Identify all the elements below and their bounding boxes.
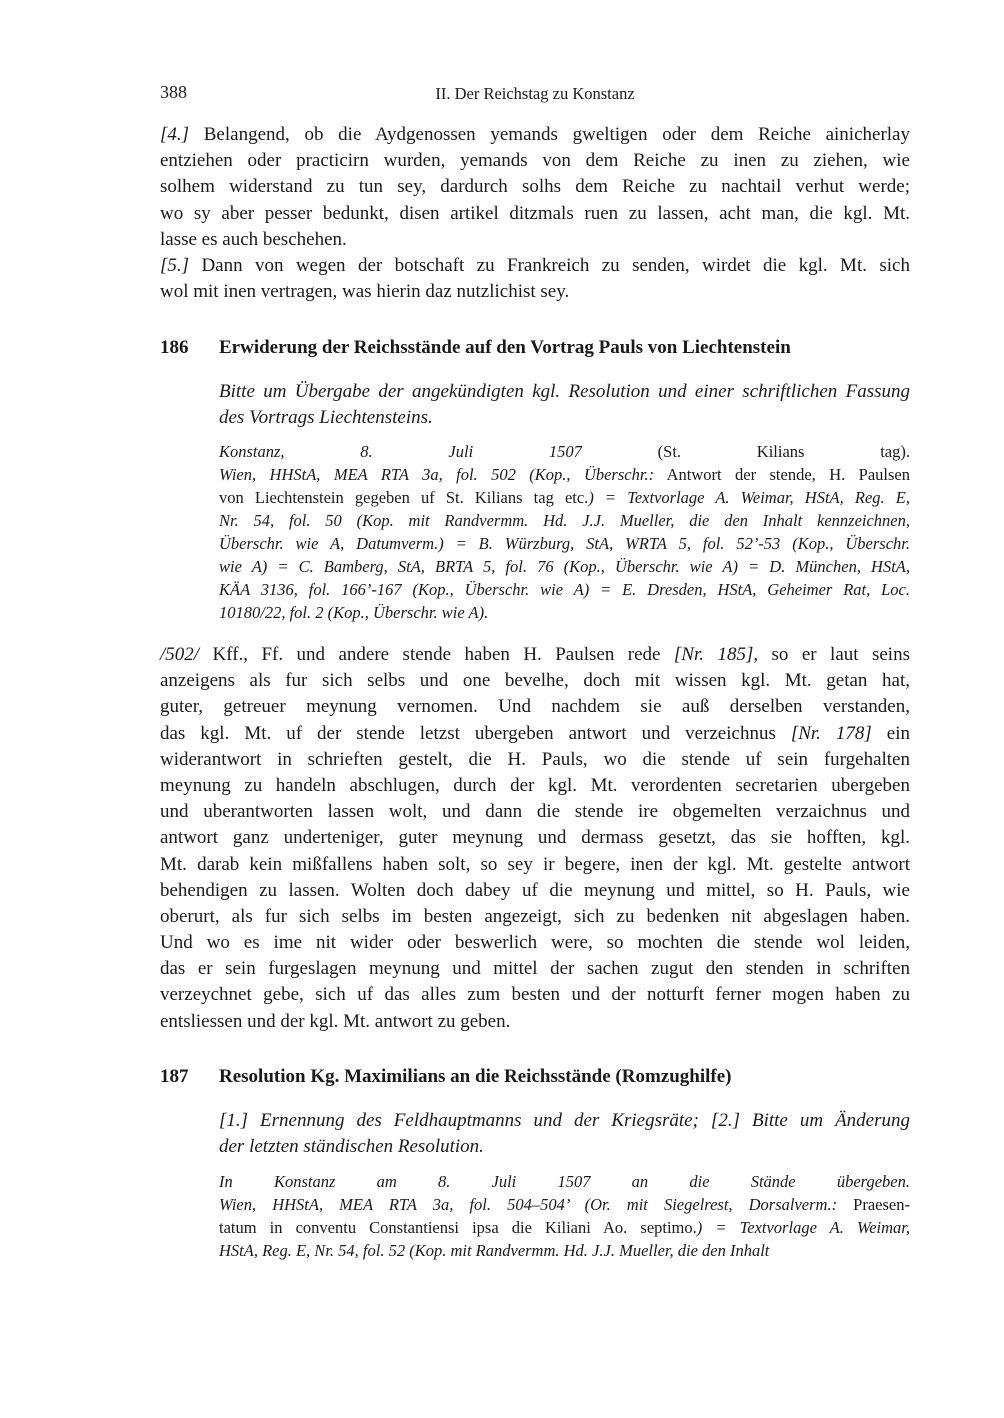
italic-text: Wien, HHStA, MEA RTA 3a, fol. 502 (Kop., Überschr.: [219,465,655,484]
text-line [160,930,910,956]
text-line [219,578,910,601]
text: Praesen- [837,1195,910,1214]
text-line [219,405,910,431]
text: entsliessen und der kgl. Mt. antwort zu geben. [160,1010,511,1032]
text-line [160,1009,910,1035]
document-title: Erwiderung der Reichsstände auf den Vortrag Pauls von Liechtenstein [219,337,791,358]
text-line [160,982,910,1008]
text: antwort ganz underteniger, guter meynung und dermass gesetzt, das sie hofften, kgl. [160,827,910,849]
text: meynung zu handeln abschlugen, durch der kgl. Mt. verordenten secretarien ubergeben [160,774,910,796]
text: behendigen zu lassen. Wolten doch dabey uf die meynung und mittel, so H. Pauls, wie [160,879,910,901]
italic-text: wie A) = C. Bamberg, StA, BRTA 5, fol. 76 (Kop., Überschr. wie A) = D. München, HStA, [219,557,910,576]
paragraph-5 [160,253,910,305]
text: ein [871,722,911,744]
italic-text: Überschr. wie A, Datumverm.) = B. Würzburg, StA, WRTA 5, fol. 52’-53 (Kop., Überschr. [219,534,910,553]
italic-text: KÄA 3136, fol. 166’-167 (Kop., Überschr. wie A) = E. Dresden, HStA, Geheimer Rat, Loc. [219,580,910,599]
text-line [219,1170,910,1193]
italic-text: [5.] [160,255,190,276]
text-line [160,747,910,773]
italic-text: Wien, HHStA, MEA RTA 3a, fol. 504–504’ (Or. mit Siegelrest, Dorsalverm.: [219,1195,838,1214]
text-line [219,1134,910,1160]
italic-text: ) = Textvorlage A. Weimar, [696,1218,910,1237]
sources-187 [219,1170,910,1262]
text-line [219,601,910,624]
text: entziehen oder practicirn wurden, yemands von dem Reiche zu inen zu ziehen, wie [160,150,910,172]
text-line [219,440,910,463]
text-line [219,532,910,555]
text: das er sein furgeslagen meynung und mittel der sachen zugut den stenden in schriften [160,958,910,980]
text-line [160,878,910,904]
text: verzeychnet gebe, sich uf das alles zum besten und der notturft ferner mogen haben zu [160,984,910,1006]
summary-186 [219,379,910,431]
italic-text: [Nr. 185] [673,644,754,665]
text-line [160,253,910,279]
text-line [219,463,910,486]
text: von Liechtenstein gegeben uf St. Kilians tag etc. [219,488,589,507]
italic-text: /502/ [160,644,200,665]
italic-text: 10180/22, fol. 2 (Kop., Überschr. wie A). [219,603,489,622]
text: tatum in conventu Constantiensi ipsa die Kiliani Ao. septimo. [219,1218,697,1237]
italic-text: Konstanz, 8. Juli 1507 [219,442,582,461]
text: Dann von wegen der botschaft zu Frankreich zu senden, wirdet die kgl. Mt. sich [189,255,910,276]
italic-text: der letzten ständischen Resolution. [219,1136,484,1158]
italic-text: In Konstanz am 8. Juli 1507 an die Stände übergeben. [219,1172,910,1191]
italic-text: Nr. 54, fol. 50 (Kop. mit Randvermm. Hd. J.J. Mueller, die den Inhalt kennzeichnen, [219,511,910,530]
text: Belangend, ob die Aydgenossen yemands gweltigen oder dem Reiche ainicherlay [189,124,910,145]
paragraph-4 [160,122,910,253]
text-line [160,956,910,982]
text: , so er laut seins [753,644,910,665]
text: Kff., Ff. und andere stende haben H. Paulsen rede [199,644,674,665]
italic-text: Bitte um Übergabe der angekündigten kgl. Resolution und einer schriftlichen Fassung [219,381,910,402]
text: wol mit inen vertragen, was hierin daz nutzlichist sey. [160,281,570,303]
italic-text: [1.] Ernennung des Feldhauptmanns und der Kriegsräte; [2.] Bitte um Änderung [219,1110,910,1131]
text: solhem widerstand zu tun sey, dardurch solhs dem Reiche zu nachtail verhut werde; [160,176,910,198]
text: Mt. darab kein mißfallens haben solt, so sey ir begere, inen der kgl. Mt. gestelte antwort [160,853,910,875]
document-title: Resolution Kg. Maximilians an die Reichsstände (Romzughilfe) [219,1066,732,1087]
text: widerantwort in schrieften gestelt, die H. Pauls, wo die stende uf sein furgehalten [160,748,910,770]
document-number: 186 [160,337,189,358]
text: das kgl. Mt. uf der stende letzst ubergeben antwort und verzeichnus [160,722,791,744]
text-line [219,486,910,509]
text-line [160,721,910,747]
text-line [219,1108,910,1134]
text: (St. Kilians tag). [581,442,910,461]
text: und uberantworten lassen wolt, und dann die stende ire obgemelten verzaichnus und [160,801,910,823]
text-line [160,852,910,878]
text-line [160,799,910,825]
italic-text: ) = Textvorlage A. Weimar, HStA, Reg. E, [588,488,910,507]
text-line [160,122,910,148]
italic-text: [Nr. 178] [790,722,872,744]
text: Antwort der stende, H. Paulsen [654,465,910,484]
text-line [219,1216,910,1239]
text: anzeigens als fur sich selbs und one bevelhe, doch mit wissen kgl. Mt. getan hat, [160,670,910,692]
text: oberurt, als fur sich selbs im besten angezeigt, sich zu bedenken nit abgeslagen haben. [160,905,910,927]
text-line [219,379,910,405]
text-line [160,773,910,799]
text-line [160,642,910,668]
text: wo sy aber pesser bedunkt, disen artikel ditzmals ruen zu lassen, acht man, die kgl. Mt. [160,202,910,224]
text-186 [160,642,910,1035]
text-line [160,279,910,305]
page-number: 388 [160,82,187,102]
text-line [160,148,910,174]
text: lasse es auch beschehen. [160,228,347,250]
text-line [219,555,910,578]
italic-text: [4.] [160,124,190,145]
sources-186 [219,440,910,624]
text-line [160,825,910,851]
text-line [160,668,910,694]
italic-text: des Vortrags Liechtensteins. [219,407,433,429]
text-line [219,1193,910,1216]
italic-text: HStA, Reg. E, Nr. 54, fol. 52 (Kop. mit Randvermm. Hd. J.J. Mueller, die den Inhalt [219,1241,770,1260]
page-header [160,82,910,108]
text: Und wo es ime nit wider oder beswerlich were, so mochten die stende wol leiden, [160,932,910,954]
document-number: 187 [160,1066,189,1087]
text-line [219,509,910,532]
text-line [160,227,910,253]
text-line [160,694,910,720]
running-head: II. Der Reichstag zu Konstanz [435,84,635,103]
text: guter, getreuer meynung vernomen. Und nachdem sie auß derselben verstanden, [160,696,910,718]
summary-187 [219,1108,910,1160]
text-line [160,174,910,200]
text-line [219,1239,910,1262]
text-line [160,201,910,227]
text-line [160,904,910,930]
